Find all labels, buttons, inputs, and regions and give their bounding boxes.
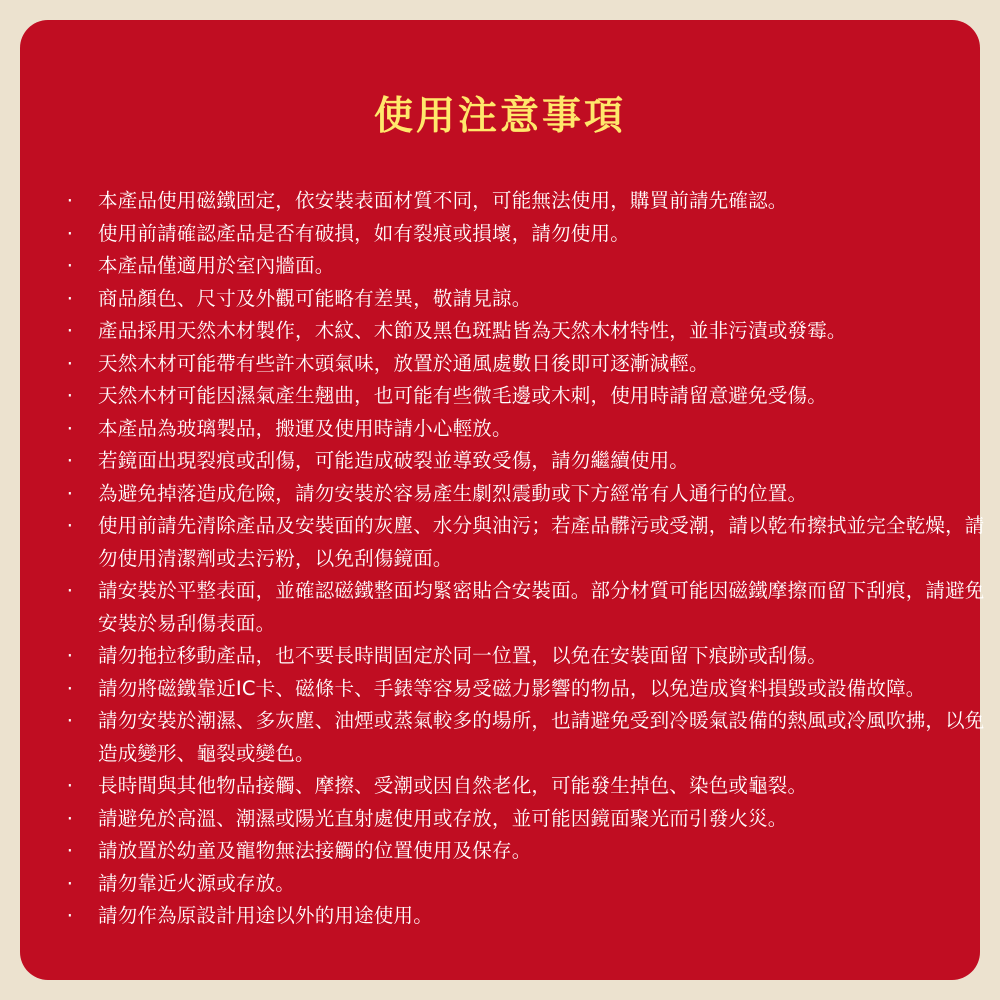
list-item xyxy=(40,283,985,316)
bullet-icon: · xyxy=(66,351,74,375)
notice-text: 請安裝於平整表面，並確認磁鐵整面均緊密貼合安裝面。部分材質可能因磁鐵摩擦而留下刮痕，請避免安裝於易刮傷表面。 xyxy=(98,579,985,635)
list-item xyxy=(40,575,985,640)
notice-text: 請放置於幼童及寵物無法接觸的位置使用及保存。 xyxy=(98,839,532,862)
list-item xyxy=(40,640,985,673)
list-item xyxy=(40,478,985,511)
list-item xyxy=(40,185,985,218)
list-item xyxy=(40,380,985,413)
notice-text: 使用前請先清除產品及安裝面的灰塵、水分與油污；若產品髒污或受潮，請以乾布擦拭並完全乾燥，請勿使用清潔劑或去污粉，以免刮傷鏡面。 xyxy=(98,514,985,570)
notice-text: 本產品為玻璃製品，搬運及使用時請小心輕放。 xyxy=(98,416,512,440)
list-item xyxy=(40,803,985,836)
notice-text: 產品採用天然木材製作，木紋、木節及黑色斑點皆為天然木材特性，並非污漬或發霉。 xyxy=(98,319,847,342)
page-title: 使用注意事項 xyxy=(373,93,626,139)
bullet-icon: · xyxy=(66,481,74,505)
bullet-icon: · xyxy=(66,286,74,310)
list-item xyxy=(40,510,985,575)
notice-text: 本產品使用磁鐵固定，依安裝表面材質不同，可能無法使用，購買前請先確認。 xyxy=(98,189,788,212)
bullet-icon: · xyxy=(66,384,74,407)
bullet-icon: · xyxy=(66,319,74,342)
bullet-icon: · xyxy=(66,514,74,537)
bullet-icon: · xyxy=(66,806,74,830)
bullet-icon: · xyxy=(66,774,74,797)
list-item xyxy=(40,218,985,251)
notice-text: 本產品僅適用於室內牆面。 xyxy=(98,254,335,277)
notice-text: 若鏡面出現裂痕或刮傷，可能造成破裂並導致受傷，請勿繼續使用。 xyxy=(98,449,690,472)
list-item xyxy=(40,868,985,901)
notice-text: 天然木材可能因濕氣產生翹曲，也可能有些微毛邊或木刺，使用時請留意避免受傷。 xyxy=(98,384,827,407)
notice-text: 為避免掉落造成危險，請勿安裝於容易產生劇烈震動或下方經常有人通行的位置。 xyxy=(98,481,808,505)
list-item xyxy=(40,673,985,706)
list-item xyxy=(40,705,985,770)
notice-text: 長時間與其他物品接觸、摩擦、受潮或因自然老化，可能發生掉色、染色或龜裂。 xyxy=(98,774,808,797)
notice-text: 請避免於高溫、潮濕或陽光直射處使用或存放，並可能因鏡面聚光而引發火災。 xyxy=(98,806,788,830)
bullet-icon: · xyxy=(66,839,74,862)
notice-text: 天然木材可能帶有些許木頭氣味，放置於通風處數日後即可逐漸減輕。 xyxy=(98,351,709,375)
bullet-icon: · xyxy=(66,254,74,277)
notice-text: 請勿將磁鐵靠近IC卡、磁條卡、手錶等容易受磁力影響的物品，以免造成資料損毀或設備故障。 xyxy=(98,676,926,700)
list-item xyxy=(40,770,985,803)
list-item xyxy=(40,250,985,283)
bullet-icon: · xyxy=(66,644,74,667)
list-item xyxy=(40,900,985,933)
bullet-icon: · xyxy=(66,189,74,212)
bullet-icon: · xyxy=(66,579,74,602)
bullet-icon: · xyxy=(66,676,74,700)
notice-text: 請勿靠近火源或存放。 xyxy=(98,871,296,895)
notice-text: 請勿安裝於潮濕、多灰塵、油煙或蒸氣較多的場所，也請避免受到冷暖氣設備的熱風或冷風吹拂，以免造成變形、龜裂或變色。 xyxy=(98,709,985,765)
notice-text: 商品顏色、尺寸及外觀可能略有差異，敬請見諒。 xyxy=(98,286,532,310)
notice-list xyxy=(40,185,985,933)
bullet-icon: · xyxy=(66,449,74,472)
notice-card xyxy=(20,20,985,980)
notice-text: 請勿拖拉移動產品，也不要長時間固定於同一位置，以免在安裝面留下痕跡或刮傷。 xyxy=(98,644,827,667)
notice-text: 使用前請確認產品是否有破損，如有裂痕或損壞，請勿使用。 xyxy=(98,221,630,245)
list-item xyxy=(40,445,985,478)
bullet-icon: · xyxy=(66,221,74,245)
list-item xyxy=(40,348,985,381)
bullet-icon: · xyxy=(66,416,74,440)
list-item xyxy=(40,413,985,446)
list-item xyxy=(40,315,985,348)
bullet-icon: · xyxy=(66,904,74,927)
bullet-icon: · xyxy=(66,871,74,895)
bullet-icon: · xyxy=(66,709,74,732)
notice-text: 請勿作為原設計用途以外的用途使用。 xyxy=(98,904,433,927)
list-item xyxy=(40,835,985,868)
